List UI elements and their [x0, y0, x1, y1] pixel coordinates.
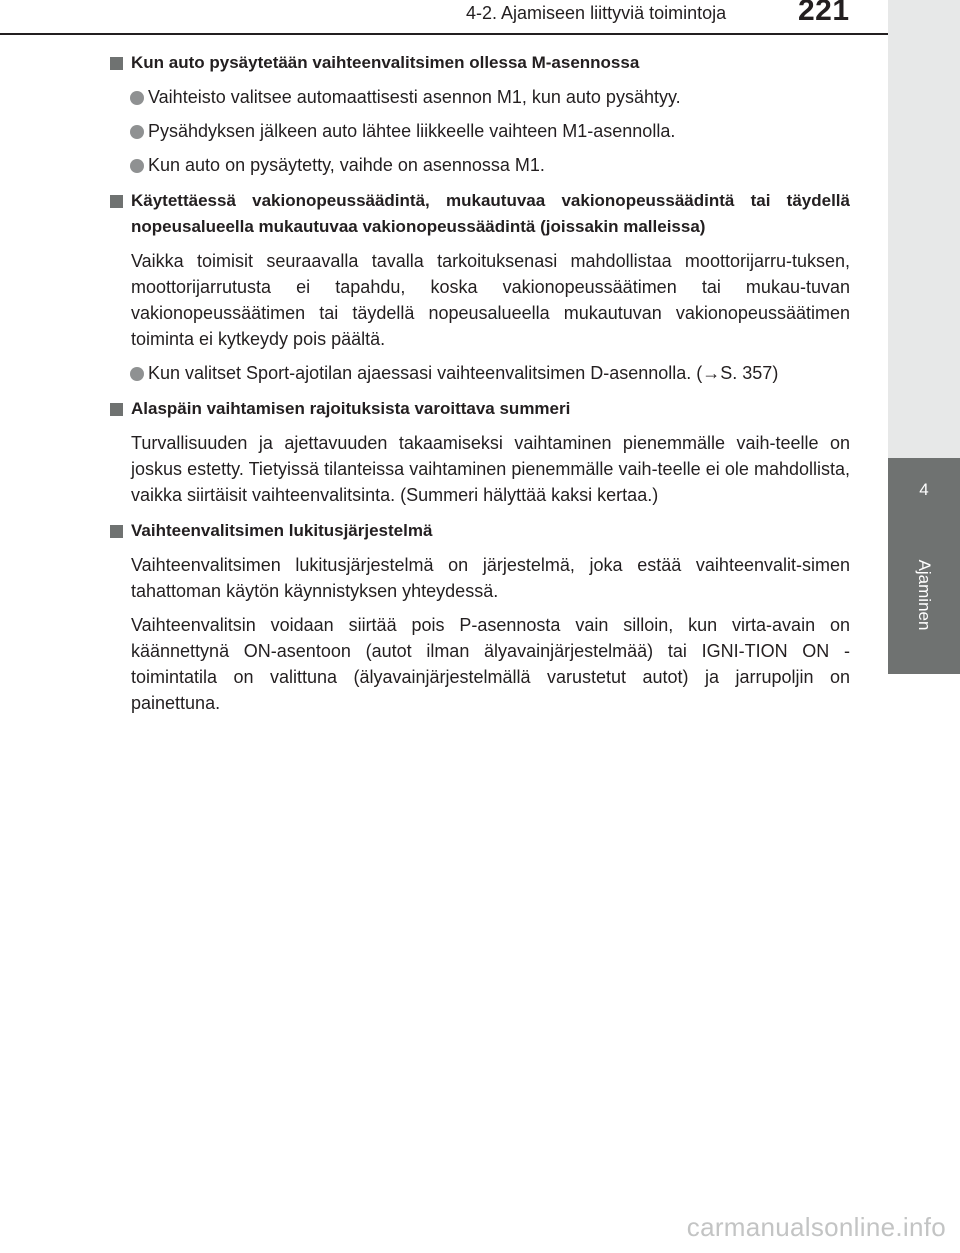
circle-bullet-icon: [130, 125, 144, 139]
circle-bullet-icon: [130, 159, 144, 173]
circle-bullet-icon: [130, 367, 144, 381]
square-bullet-icon: [110, 525, 123, 538]
section-heading: Käytettäessä vakionopeussäädintä, mukautuvaa vakionopeussäädintä tai täydellä nopeusalueella mukautuvaa vakionopeussäädintä (joissakin malleissa): [110, 188, 850, 240]
paragraph: Vaihteenvalitsimen lukitusjärjestelmä on järjestelmä, joka estää vaihteenvalit-simen tahattoman käytön käynnistyksen yhteydessä.: [131, 555, 850, 601]
list-item: Pysähdyksen jälkeen auto lähtee liikkeelle vaihteen M1-asennolla.: [110, 118, 850, 144]
list-item: Kun valitset Sport-ajotilan ajaessasi vaihteenvalitsimen D-asennolla. (→S. 357): [110, 360, 850, 386]
section-title: 4-2. Ajamiseen liittyviä toimintoja: [466, 3, 727, 23]
page-number: 221: [798, 0, 850, 27]
chapter-number: 4: [919, 480, 929, 499]
square-bullet-icon: [110, 403, 123, 416]
watermark-text: carmanualsonline.info: [686, 1212, 946, 1242]
circle-bullet-icon: [130, 91, 144, 105]
square-bullet-icon: [110, 195, 123, 208]
list-item: Kun auto on pysäytetty, vaihde on asennossa M1.: [110, 152, 850, 178]
paragraph: Vaihteenvalitsin voidaan siirtää pois P-asennosta vain silloin, kun virta-avain on käännettynä ON-asentoon (autot ilman älyavainjärjestelmää) tai IGNI-TION ON -toimintatila on valittuna (älyavainjärjestelmällä varustetut autot) ja jarrupoljin on painettuna.: [131, 615, 850, 713]
paragraph: Turvallisuuden ja ajettavuuden takaamiseksi vaihtaminen pienemmälle vaih-teelle on joskus estetty. Tietyissä tilanteissa vaihtaminen pienemmälle vaih-teelle ei ole mahdollista, vaikka siirtäisit vaihteenvalitsinta. (Summeri hälyttää kaksi kertaa.): [131, 433, 850, 505]
list-item: Vaihteisto valitsee automaattisesti asennon M1, kun auto pysähtyy.: [110, 84, 850, 110]
page-content: [110, 40, 850, 716]
header-rule: [0, 33, 894, 35]
side-tab-background: [888, 0, 960, 458]
square-bullet-icon: [110, 57, 123, 70]
section-heading: Kun auto pysäytetään vaihteenvalitsimen ollessa M-asennossa: [110, 50, 850, 76]
paragraph: Vaikka toimisit seuraavalla tavalla tarkoituksenasi mahdollistaa moottorijarru-tuksen, moottorijarrutusta ei tapahdu, koska vakionopeussäätimen tai mukau-tuvan vakionopeussäätimen tai täydellä nopeusalueella mukautuvan vakionopeussäätimen toiminta ei kytkeydy pois päältä.: [131, 251, 850, 349]
chapter-label: Ajaminen: [915, 559, 934, 631]
section-heading: Vaihteenvalitsimen lukitusjärjestelmä: [110, 518, 850, 544]
section-heading: Alaspäin vaihtamisen rajoituksista varoittava summeri: [110, 396, 850, 422]
